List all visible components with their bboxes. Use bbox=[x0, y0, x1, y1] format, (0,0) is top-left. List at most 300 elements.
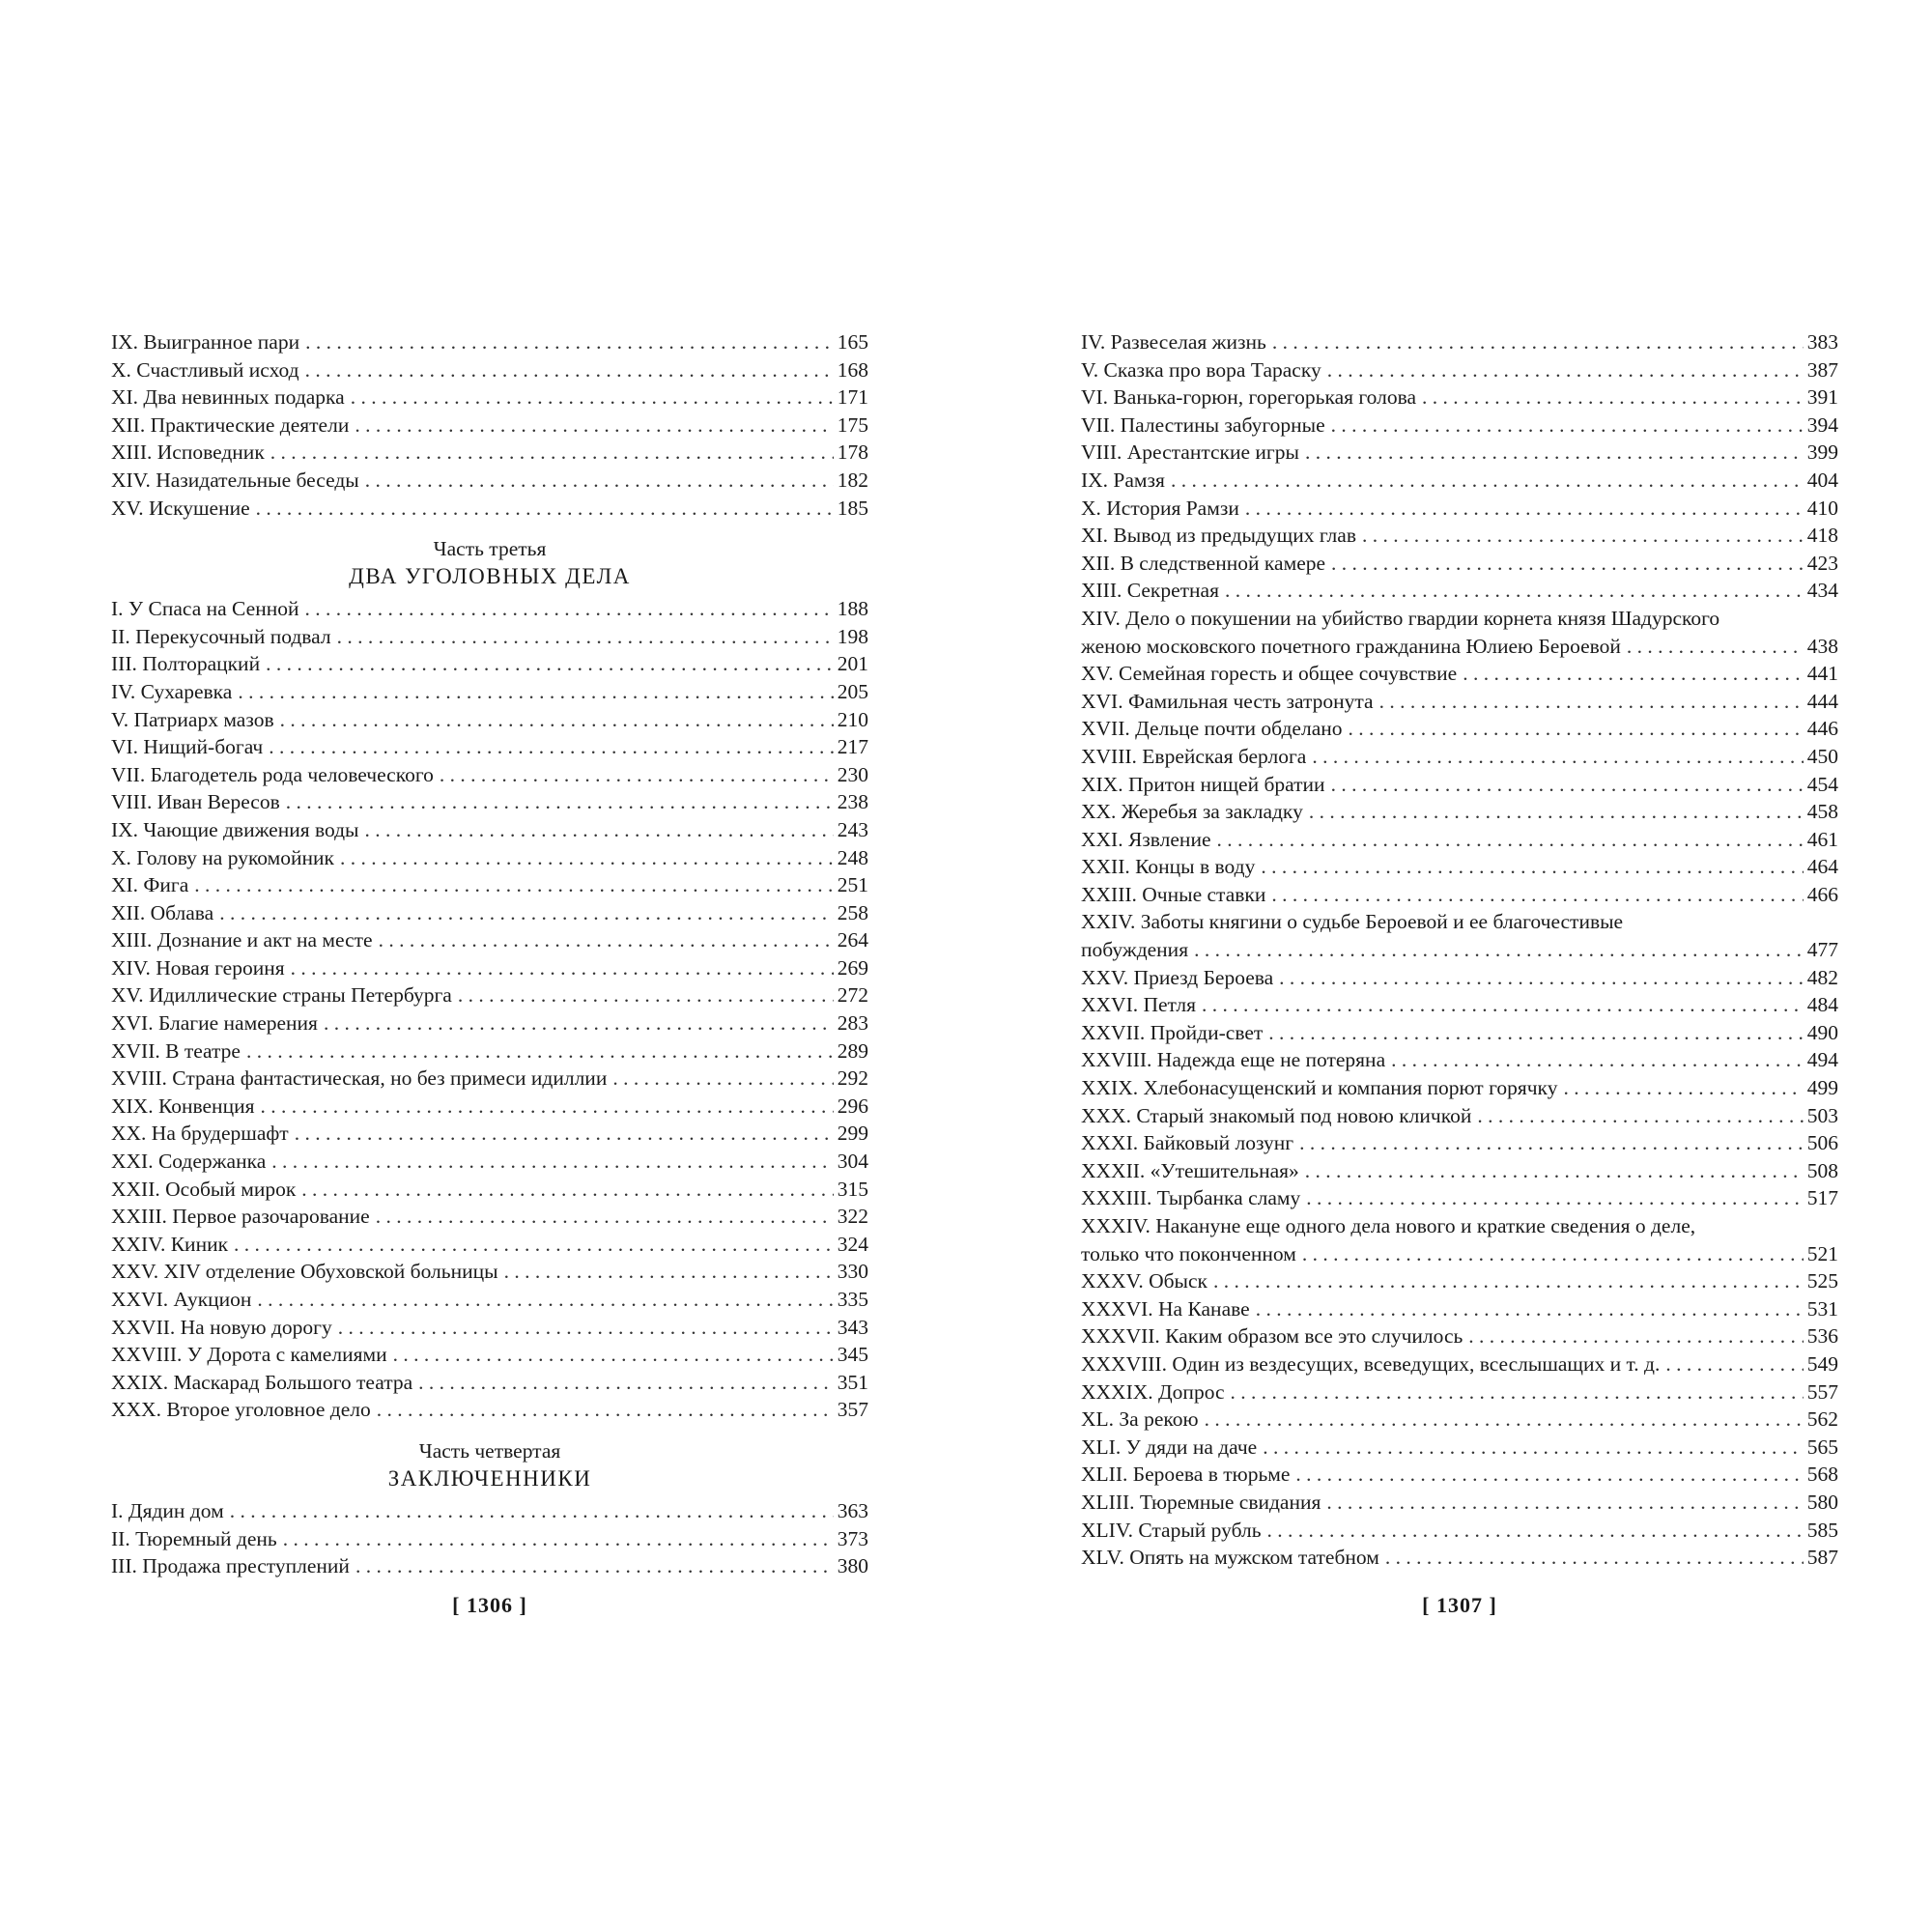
chapter-title: III. Продажа преступлений bbox=[111, 1554, 350, 1578]
chapter-page-number: 525 bbox=[1806, 1269, 1838, 1293]
chapter-page-number: 410 bbox=[1806, 496, 1838, 520]
toc-entry bbox=[1081, 853, 1838, 881]
chapter-page-number: 322 bbox=[837, 1205, 868, 1229]
chapter-page-number: 345 bbox=[837, 1343, 868, 1367]
chapter-page-number: 357 bbox=[837, 1398, 868, 1422]
chapter-title-line2: побуждения bbox=[1081, 938, 1189, 962]
toc-entry bbox=[111, 926, 868, 954]
chapter-title: XXIII. Очные ставки bbox=[1081, 882, 1266, 906]
dot-leader bbox=[393, 1341, 834, 1369]
chapter-title: XXIV. Киник bbox=[111, 1232, 229, 1256]
dot-leader bbox=[271, 1148, 834, 1176]
chapter-page-number: 506 bbox=[1806, 1131, 1838, 1155]
dot-leader bbox=[1468, 1322, 1803, 1350]
part-label: Часть четвертая bbox=[418, 1438, 561, 1463]
dot-leader bbox=[379, 926, 834, 954]
chapter-page-number: 335 bbox=[837, 1288, 868, 1311]
chapter-title-line1: XXIV. Заботы княгини о судьбе Бероевой и ее благочестивые bbox=[1081, 910, 1624, 934]
toc-entry bbox=[1081, 522, 1838, 550]
toc-entry bbox=[111, 1258, 868, 1286]
toc-entry bbox=[1081, 1019, 1838, 1047]
chapter-page-number: 536 bbox=[1806, 1324, 1838, 1349]
chapter-title: XXV. XIV отделение Обуховской больницы bbox=[111, 1260, 498, 1284]
dot-leader bbox=[1256, 1295, 1804, 1323]
dot-leader bbox=[1279, 964, 1804, 992]
toc-list-right-a bbox=[1081, 328, 1838, 605]
chapter-page-number: 330 bbox=[837, 1260, 868, 1284]
chapter-title: XXVIII. Надежда еще не потеряна bbox=[1081, 1048, 1386, 1072]
dot-leader bbox=[283, 1525, 834, 1553]
toc-list-right-c bbox=[1081, 964, 1838, 1212]
toc-entry-multiline bbox=[1081, 908, 1838, 963]
chapter-title-line2-row bbox=[1081, 936, 1838, 964]
chapter-title: XIX. Притон нищей братии bbox=[1081, 772, 1325, 796]
dot-leader bbox=[1477, 1102, 1803, 1130]
chapter-title: XXXVIII. Один из вездесущих, всеведущих, всеслышащих и т. д. bbox=[1081, 1351, 1661, 1376]
dot-leader bbox=[270, 439, 834, 467]
dot-leader bbox=[257, 1286, 833, 1314]
toc-entry bbox=[111, 1369, 868, 1397]
toc-list-right-d bbox=[1081, 1267, 1838, 1572]
toc-entry bbox=[111, 844, 868, 872]
toc-entry bbox=[111, 871, 868, 899]
chapter-page-number: 165 bbox=[837, 330, 868, 354]
dot-leader bbox=[1665, 1350, 1803, 1378]
chapter-page-number: 494 bbox=[1806, 1048, 1838, 1072]
chapter-page-number: 503 bbox=[1806, 1103, 1838, 1127]
chapter-page-number: 201 bbox=[837, 652, 868, 676]
chapter-title: XXVI. Аукцион bbox=[111, 1288, 252, 1311]
chapter-title: XLIII. Тюремные свидания bbox=[1081, 1490, 1321, 1514]
toc-entry bbox=[111, 356, 868, 384]
toc-list-left-a bbox=[111, 328, 868, 522]
chapter-page-number: 292 bbox=[837, 1066, 868, 1091]
toc-entry bbox=[1081, 1322, 1838, 1350]
toc-entry bbox=[1081, 908, 1838, 963]
chapter-title: XXVIII. У Дорота с камелиями bbox=[111, 1343, 387, 1367]
dot-leader bbox=[291, 954, 834, 982]
toc-entry bbox=[1081, 1378, 1838, 1406]
chapter-page-number: 444 bbox=[1806, 689, 1838, 713]
chapter-page-number: 565 bbox=[1806, 1435, 1838, 1459]
toc-entry bbox=[1081, 577, 1838, 605]
toc-entry bbox=[111, 1009, 868, 1037]
chapter-title: XV. Искушение bbox=[111, 496, 250, 520]
chapter-page-number: 477 bbox=[1806, 938, 1838, 962]
toc-entry bbox=[1081, 771, 1838, 799]
dot-leader bbox=[266, 650, 834, 678]
chapter-title: XXXVII. Каким образом все это случилось bbox=[1081, 1324, 1463, 1349]
chapter-title-line2-row bbox=[1081, 633, 1838, 661]
toc-entry bbox=[111, 1497, 868, 1525]
chapter-title: XXXII. «Утешительная» bbox=[1081, 1158, 1299, 1182]
chapter-title: XXV. Приезд Бероева bbox=[1081, 965, 1274, 989]
chapter-title: XV. Идиллические страны Петербурга bbox=[111, 983, 452, 1008]
chapter-title: XVIII. Страна фантастическая, но без примеси идиллии bbox=[111, 1066, 608, 1091]
chapter-page-number: 185 bbox=[837, 496, 868, 520]
dot-leader bbox=[1331, 412, 1804, 440]
dot-leader bbox=[1331, 550, 1804, 578]
dot-leader bbox=[338, 1314, 834, 1342]
toc-entry bbox=[1081, 605, 1838, 660]
toc-entry bbox=[1081, 715, 1838, 743]
dot-leader bbox=[304, 595, 833, 623]
dot-leader bbox=[301, 1176, 833, 1204]
toc-entry bbox=[111, 412, 868, 440]
toc-entry bbox=[1081, 826, 1838, 854]
chapter-title: VI. Ванька-горюн, горегорькая голова bbox=[1081, 385, 1417, 410]
dot-leader bbox=[1326, 1489, 1803, 1517]
chapter-page-number: 423 bbox=[1806, 551, 1838, 575]
chapter-page-number: 383 bbox=[1806, 330, 1838, 354]
chapter-page-number: 490 bbox=[1806, 1020, 1838, 1044]
toc-list-left-c bbox=[111, 1497, 868, 1580]
chapter-title: XV. Семейная горесть и общее сочувствие bbox=[1081, 662, 1458, 686]
chapter-page-number: 243 bbox=[837, 817, 868, 841]
toc-entry bbox=[111, 899, 868, 927]
toc-entry bbox=[111, 1525, 868, 1553]
toc-entry bbox=[111, 495, 868, 523]
chapter-page-number: 461 bbox=[1806, 827, 1838, 851]
chapter-title: XXXVI. На Канаве bbox=[1081, 1296, 1250, 1321]
chapter-title: XIII. Секретная bbox=[1081, 579, 1219, 603]
toc-entry-multiline bbox=[1081, 1212, 1838, 1267]
toc-entry bbox=[111, 1176, 868, 1204]
chapter-page-number: 251 bbox=[837, 873, 868, 897]
page-number: [ 1307 ] bbox=[1422, 1593, 1497, 1617]
chapter-title: XXI. Язвление bbox=[1081, 827, 1211, 851]
toc-entry bbox=[111, 954, 868, 982]
chapter-title: IX. Чающие движения воды bbox=[111, 817, 359, 841]
toc-entry bbox=[1081, 743, 1838, 771]
chapter-title: XXIX. Хлебонасущенский и компания порют горячку bbox=[1081, 1076, 1558, 1100]
chapter-title: XII. В следственной камере bbox=[1081, 551, 1326, 575]
dot-leader bbox=[1194, 936, 1804, 964]
toc-entry bbox=[111, 788, 868, 816]
chapter-page-number: 258 bbox=[837, 900, 868, 924]
chapter-page-number: 394 bbox=[1806, 412, 1838, 437]
left-page bbox=[111, 328, 868, 1580]
toc-entry bbox=[111, 439, 868, 467]
chapter-page-number: 324 bbox=[837, 1232, 868, 1256]
dot-leader bbox=[260, 1093, 833, 1121]
chapter-title: XVI. Фамильная честь затронута bbox=[1081, 689, 1374, 713]
chapter-page-number: 248 bbox=[837, 845, 868, 869]
toc-entry bbox=[111, 467, 868, 495]
dot-leader bbox=[1225, 577, 1804, 605]
toc-entry bbox=[1081, 1267, 1838, 1295]
dot-leader bbox=[1217, 826, 1804, 854]
dot-leader bbox=[1271, 881, 1803, 909]
chapter-page-number: 168 bbox=[837, 357, 868, 382]
chapter-title: XL. За рекою bbox=[1081, 1407, 1199, 1432]
chapter-title: I. У Спаса на Сенной bbox=[111, 597, 299, 621]
dot-leader bbox=[1385, 1544, 1804, 1572]
chapter-title: X. История Рамзи bbox=[1081, 496, 1239, 520]
chapter-title: IX. Рамзя bbox=[1081, 468, 1165, 492]
chapter-title: XVI. Благие намерения bbox=[111, 1011, 318, 1036]
toc-entry bbox=[111, 650, 868, 678]
toc-entry bbox=[1081, 798, 1838, 826]
chapter-page-number: 499 bbox=[1806, 1076, 1838, 1100]
toc-entry bbox=[111, 733, 868, 761]
chapter-title: IV. Сухаревка bbox=[111, 679, 233, 703]
chapter-page-number: 343 bbox=[837, 1315, 868, 1339]
chapter-page-number: 205 bbox=[837, 679, 868, 703]
toc-list-right-b bbox=[1081, 660, 1838, 908]
chapter-title: XI. Фига bbox=[111, 873, 189, 897]
toc-entry bbox=[111, 761, 868, 789]
toc-entry bbox=[1081, 1157, 1838, 1185]
chapter-title: XI. Два невинных подарка bbox=[111, 385, 345, 410]
toc-entry bbox=[111, 706, 868, 734]
toc-entry bbox=[111, 816, 868, 844]
chapter-title: XXII. Концы в воду bbox=[1081, 855, 1256, 879]
part-title: ДВА УГОЛОВНЫХ ДЕЛА bbox=[349, 564, 631, 589]
dot-leader bbox=[1391, 1046, 1804, 1074]
dot-leader bbox=[246, 1037, 834, 1065]
toc-entry bbox=[1081, 328, 1838, 356]
chapter-title: XVII. В театре bbox=[111, 1038, 241, 1063]
dot-leader bbox=[1422, 384, 1804, 412]
dot-leader bbox=[1312, 743, 1803, 771]
toc-entry bbox=[111, 678, 868, 706]
dot-leader bbox=[1202, 991, 1804, 1019]
chapter-title: VII. Палестины забугорные bbox=[1081, 412, 1325, 437]
chapter-title: XXX. Старый знакомый под новою кличкой bbox=[1081, 1103, 1472, 1127]
toc-entry bbox=[1081, 1461, 1838, 1489]
toc-entry-multiline bbox=[1081, 605, 1838, 660]
chapter-page-number: 484 bbox=[1806, 993, 1838, 1017]
chapter-title: XXXIII. Тырбанка сламу bbox=[1081, 1186, 1301, 1210]
chapter-page-number: 466 bbox=[1806, 882, 1838, 906]
chapter-page-number: 315 bbox=[837, 1177, 868, 1201]
toc-entry bbox=[1081, 356, 1838, 384]
chapter-page-number: 210 bbox=[837, 707, 868, 731]
toc-entry bbox=[111, 1037, 868, 1065]
toc-entry bbox=[1081, 881, 1838, 909]
toc-entry bbox=[1081, 1544, 1838, 1572]
toc-entry bbox=[1081, 1212, 1838, 1267]
chapter-page-number: 283 bbox=[837, 1011, 868, 1036]
toc-entry bbox=[1081, 550, 1838, 578]
dot-leader bbox=[337, 623, 834, 651]
toc-entry bbox=[1081, 1102, 1838, 1130]
dot-leader bbox=[440, 761, 834, 789]
chapter-title-line2-row bbox=[1081, 1240, 1838, 1268]
chapter-page-number: 482 bbox=[1806, 965, 1838, 989]
chapter-title: XX. Жеребья за закладку bbox=[1081, 800, 1303, 824]
dot-leader bbox=[1362, 522, 1804, 550]
toc-entry bbox=[111, 981, 868, 1009]
toc-entry bbox=[111, 1552, 868, 1580]
dot-leader bbox=[458, 981, 834, 1009]
toc-entry bbox=[1081, 1074, 1838, 1102]
toc-entry bbox=[1081, 384, 1838, 412]
dot-leader bbox=[355, 1552, 834, 1580]
toc-entry bbox=[1081, 1406, 1838, 1434]
chapter-page-number: 418 bbox=[1806, 524, 1838, 548]
toc-entry bbox=[111, 1341, 868, 1369]
chapter-page-number: 549 bbox=[1806, 1351, 1838, 1376]
chapter-page-number: 171 bbox=[837, 385, 868, 410]
dot-leader bbox=[1267, 1517, 1804, 1545]
chapter-title: XXIX. Маскарад Большого театра bbox=[111, 1370, 413, 1394]
dot-leader bbox=[612, 1065, 833, 1093]
chapter-page-number: 351 bbox=[837, 1370, 868, 1394]
chapter-title: XXVII. Пройди-свет bbox=[1081, 1020, 1264, 1044]
chapter-page-number: 264 bbox=[837, 928, 868, 952]
chapter-page-number: 557 bbox=[1806, 1379, 1838, 1404]
dot-leader bbox=[365, 816, 834, 844]
dot-leader bbox=[1231, 1378, 1804, 1406]
chapter-title-line1: XIV. Дело о покушении на убийство гвардии корнета князя Шадурского bbox=[1081, 606, 1720, 630]
toc-entry bbox=[1081, 688, 1838, 716]
toc-entry bbox=[111, 1065, 868, 1093]
chapter-title: VI. Нищий-богач bbox=[111, 735, 264, 759]
toc-entry bbox=[111, 1396, 868, 1424]
page-number: [ 1306 ] bbox=[452, 1593, 527, 1617]
chapter-page-number: 517 bbox=[1806, 1186, 1838, 1210]
chapter-title: IV. Развеселая жизнь bbox=[1081, 330, 1266, 354]
chapter-title: XXXIX. Допрос bbox=[1081, 1379, 1225, 1404]
chapter-title: XLV. Опять на мужском татебном bbox=[1081, 1546, 1379, 1570]
dot-leader bbox=[286, 788, 834, 816]
dot-leader bbox=[1463, 660, 1804, 688]
chapter-title: XLII. Бероева в тюрьме bbox=[1081, 1463, 1291, 1487]
chapter-title: XXX. Второе уголовное дело bbox=[111, 1398, 371, 1422]
dot-leader bbox=[1263, 1434, 1804, 1462]
toc-entry bbox=[1081, 1184, 1838, 1212]
chapter-title: VII. Благодетель рода человеческого bbox=[111, 762, 434, 786]
chapter-page-number: 175 bbox=[837, 412, 868, 437]
dot-leader bbox=[194, 871, 833, 899]
dot-leader bbox=[1379, 688, 1804, 716]
chapter-title: XLIV. Старый рубль bbox=[1081, 1518, 1262, 1542]
toc-entry bbox=[1081, 1129, 1838, 1157]
dot-leader bbox=[376, 1203, 834, 1231]
dot-leader bbox=[1627, 633, 1804, 661]
dot-leader bbox=[351, 384, 834, 412]
chapter-page-number: 404 bbox=[1806, 468, 1838, 492]
right-page bbox=[1081, 328, 1838, 1572]
dot-leader bbox=[355, 412, 833, 440]
dot-leader bbox=[1205, 1406, 1804, 1434]
chapter-title-line2: только что поконченном bbox=[1081, 1241, 1296, 1265]
toc-entry bbox=[111, 623, 868, 651]
toc-entry bbox=[111, 328, 868, 356]
toc-entry bbox=[111, 1314, 868, 1342]
chapter-page-number: 450 bbox=[1806, 744, 1838, 768]
dot-leader bbox=[1171, 467, 1804, 495]
chapter-title: II. Тюремный день bbox=[111, 1526, 277, 1550]
toc-entry bbox=[1081, 1350, 1838, 1378]
dot-leader bbox=[295, 1120, 834, 1148]
toc-entry bbox=[1081, 964, 1838, 992]
chapter-page-number: 434 bbox=[1806, 579, 1838, 603]
chapter-page-number: 580 bbox=[1806, 1490, 1838, 1514]
toc-entry bbox=[1081, 467, 1838, 495]
chapter-page-number: 454 bbox=[1806, 772, 1838, 796]
toc-entry bbox=[111, 1203, 868, 1231]
chapter-page-number: 363 bbox=[837, 1498, 868, 1522]
toc-entry bbox=[111, 1231, 868, 1259]
chapter-page-number: 296 bbox=[837, 1094, 868, 1118]
toc-entry bbox=[111, 384, 868, 412]
chapter-title: XVIII. Еврейская берлога bbox=[1081, 744, 1307, 768]
chapter-page-number: 391 bbox=[1806, 385, 1838, 410]
toc-entry bbox=[1081, 1434, 1838, 1462]
chapter-page-number: 587 bbox=[1806, 1546, 1838, 1570]
chapter-page-number: 198 bbox=[837, 624, 868, 648]
chapter-title: V. Сказка про вора Тараску bbox=[1081, 357, 1321, 382]
dot-leader bbox=[305, 356, 834, 384]
chapter-title: X. Голову на рукомойник bbox=[111, 845, 334, 869]
chapter-page-number: 304 bbox=[837, 1150, 868, 1174]
chapter-title: IX. Выигранное пари bbox=[111, 330, 300, 354]
chapter-page-number: 238 bbox=[837, 790, 868, 814]
toc-entry bbox=[1081, 1489, 1838, 1517]
chapter-page-number: 446 bbox=[1806, 717, 1838, 741]
toc-entry bbox=[1081, 991, 1838, 1019]
chapter-title: XIII. Исповедник bbox=[111, 440, 265, 465]
dot-leader bbox=[340, 844, 834, 872]
chapter-page-number: 458 bbox=[1806, 800, 1838, 824]
dot-leader bbox=[256, 495, 834, 523]
dot-leader bbox=[1213, 1267, 1804, 1295]
chapter-page-number: 508 bbox=[1806, 1158, 1838, 1182]
dot-leader bbox=[1299, 1129, 1804, 1157]
chapter-title: XIV. Новая героиня bbox=[111, 955, 285, 980]
chapter-title: XIX. Конвенция bbox=[111, 1094, 255, 1118]
chapter-title: XXIII. Первое разочарование bbox=[111, 1205, 370, 1229]
chapter-title-line2: женою московского почетного гражданина Юлиею Бероевой bbox=[1081, 634, 1621, 658]
toc-entry bbox=[1081, 1295, 1838, 1323]
chapter-page-number: 568 bbox=[1806, 1463, 1838, 1487]
chapter-page-number: 272 bbox=[837, 983, 868, 1008]
dot-leader bbox=[377, 1396, 834, 1424]
dot-leader bbox=[234, 1231, 834, 1259]
toc-entry bbox=[111, 595, 868, 623]
chapter-title: XII. Облава bbox=[111, 900, 214, 924]
toc-entry bbox=[111, 1093, 868, 1121]
dot-leader bbox=[1295, 1461, 1803, 1489]
dot-leader bbox=[305, 328, 834, 356]
part-label: Часть третья bbox=[433, 537, 547, 561]
chapter-page-number: 562 bbox=[1806, 1407, 1838, 1432]
chapter-title: I. Дядин дом bbox=[111, 1498, 224, 1522]
chapter-page-number: 230 bbox=[837, 762, 868, 786]
chapter-page-number: 182 bbox=[837, 468, 868, 492]
chapter-page-number: 399 bbox=[1806, 440, 1838, 465]
part-heading-4 bbox=[111, 1437, 868, 1493]
dot-leader bbox=[1349, 715, 1804, 743]
dot-leader bbox=[1309, 798, 1804, 826]
chapter-title: XI. Вывод из предыдущих глав bbox=[1081, 524, 1356, 548]
chapter-title: XXXV. Обыск bbox=[1081, 1269, 1208, 1293]
chapter-page-number: 217 bbox=[837, 735, 868, 759]
chapter-page-number: 464 bbox=[1806, 855, 1838, 879]
dot-leader bbox=[269, 733, 834, 761]
dot-leader bbox=[1261, 853, 1803, 881]
dot-leader bbox=[230, 1497, 834, 1525]
chapter-title: VIII. Арестантские игры bbox=[1081, 440, 1299, 465]
toc-entry bbox=[1081, 412, 1838, 440]
chapter-title: X. Счастливый исход bbox=[111, 357, 299, 382]
dot-leader bbox=[280, 706, 834, 734]
dot-leader bbox=[1331, 771, 1804, 799]
dot-leader bbox=[219, 899, 834, 927]
